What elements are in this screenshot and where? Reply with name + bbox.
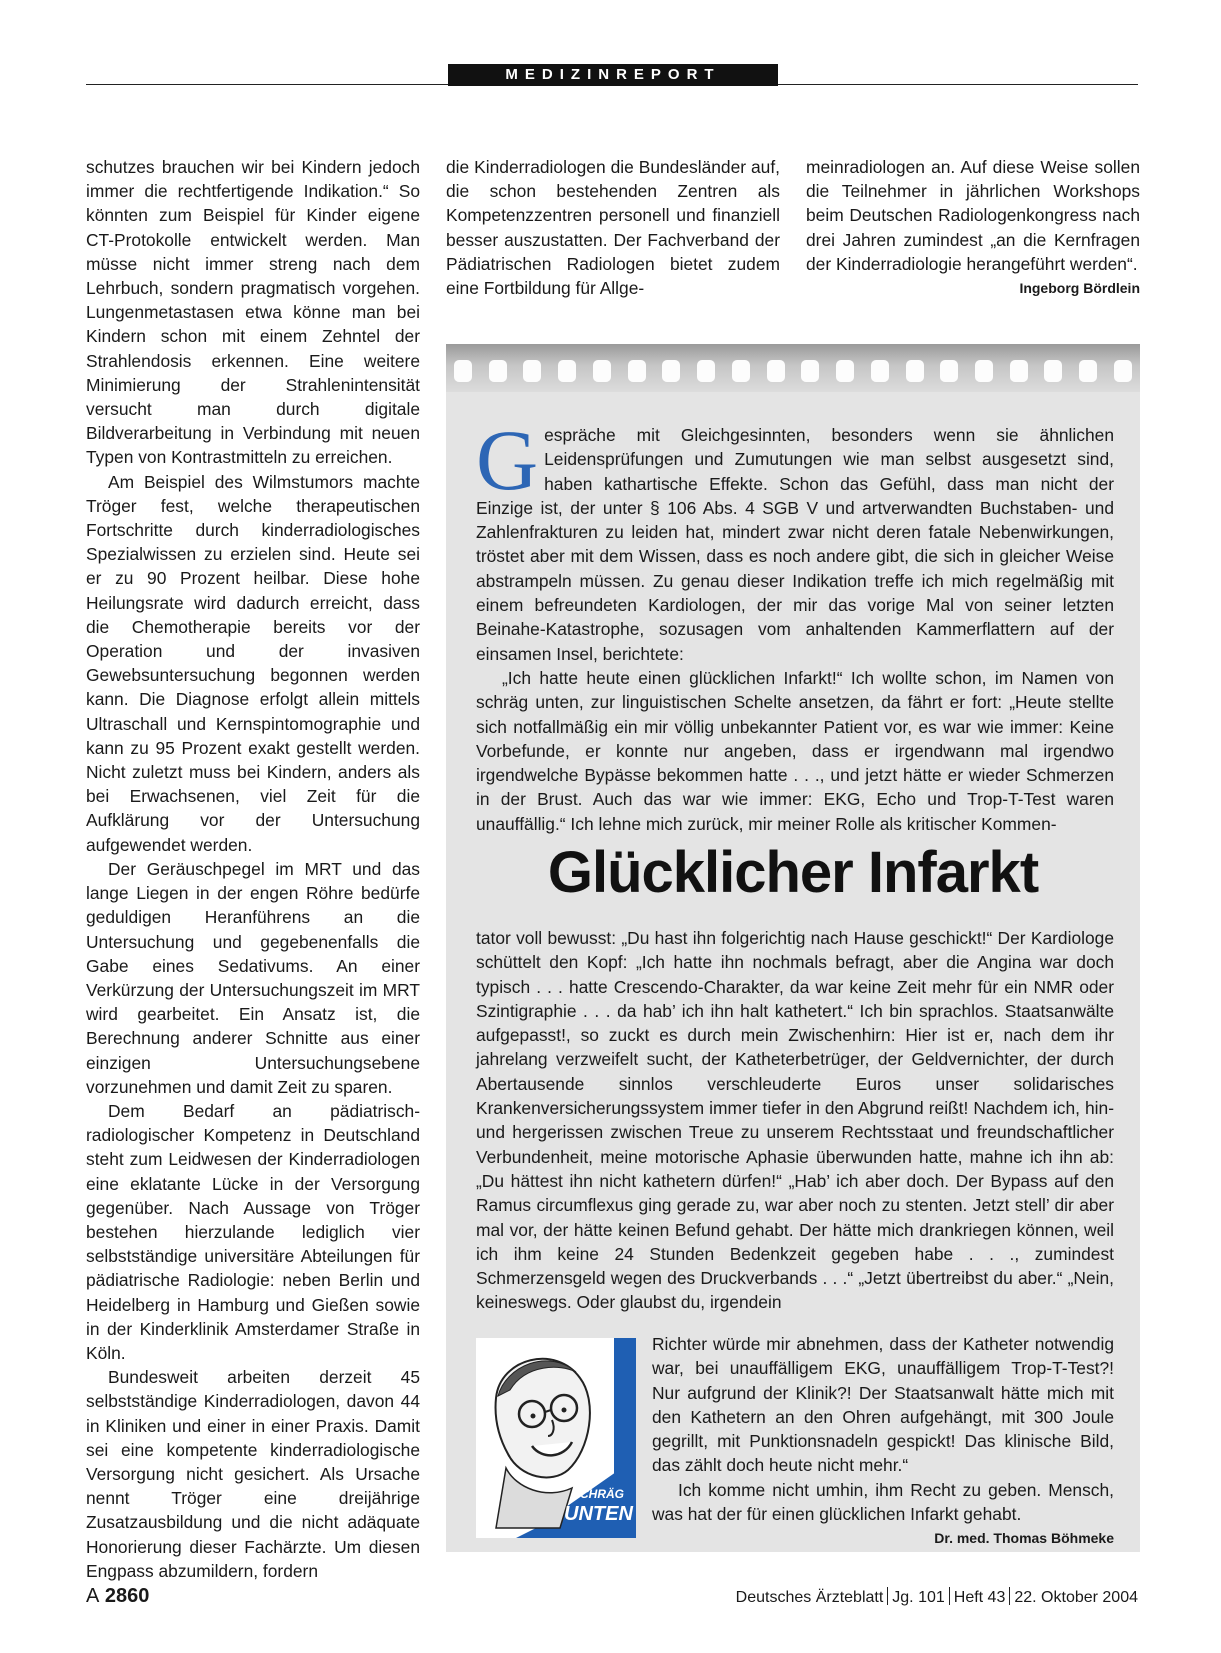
publication-issue: Heft 43 [953,1589,1006,1606]
left-paragraph: Bundesweit arbeiten derzeit 45 selbstständige Kinderradiologen, davon 44 in Kliniken und einer in einer Praxis. Damit sei eine kompetente kinderradiologische Versorgung nicht gesichert. Als Ursache nennt Tröger eine dreijährige Zusatzausbildung und die nicht adäquate Honorierung dieser Fachärzte. Um diesen Engpass abzumildern, fordern [86,1367,420,1581]
right-paragraph [806,155,1140,297]
publication-name: Deutsches Ärzteblatt [735,1589,884,1606]
middle-column [446,155,780,300]
box-closing-text: Ich komme nicht umhin, ihm Recht zu geben. Mensch, was hat der für einen glücklichen Infarkt gehabt. [652,1479,1114,1525]
column-headline: Glücklicher Infarkt [547,840,1039,905]
caricature-label-1: SCHRÄG [572,1487,625,1501]
publication-date: 22. Oktober 2004 [1014,1589,1138,1606]
page-number [86,1585,149,1608]
box-paragraph: Richter würde mir abnehmen, dass der Katheter notwendig war, bei unauffälligem EKG, unauffälligem Trop-T-Test?! Nur aufgrund der Klinik?! Der Staatsanwalt hätte mich mit den Kathetern an den Ohren aufgehängt, mit 300 Joule gegrillt, mit Punktionsnadeln gespickt! Das klinische Bild, das zählt doch heute nicht mehr.“ [652,1334,1114,1476]
left-column [86,155,420,1583]
box-continuation-2 [652,1332,1114,1551]
right-paragraph-text: meinradiologen an. Auf diese Weise sollen die Teilnehmer in jährlichen Workshops beim Deutschen Radiologenkongress nach drei Jahren zumindest „an die Kernfragen der Kinderradiologie herangeführt werden“. [806,157,1140,274]
box-paragraph: tator voll bewusst: „Du hast ihn folgerichtig nach Hause geschickt!“ Der Kardiologe schüttelt den Kopf: „Ich hatte ihn nochmals befragt, aber die Angina war doch typisch . . . hatte Crescendo-Charakter, da war keine Zeit mehr für ein NMR oder Szintigraphie . . . da hab’ ich ihn halt kathetert.“ Ich bin sprachlos. Staatsanwälte aufgepasst!, so zuckt es durch mein Zwischenhirn: Hier ist er, nach dem ihr jahrelang verzweifelt sucht, der Katheterbetrüger, der Geldvernichter, der durch Abertausende sinnlos verschleuderte Euros unser solidarisches Krankenversicherungssystem immer tiefer in den Abgrund reißt! Nachdem ich, hin- und hergerissen zwischen Treue zu unserem Rechtsstaat und freundschaftlicher Verbundenheit, meine motorische Aphasie überwunden hatte, mahne ich ihn ab: „Du hättest ihn nicht kathetern dürfen!“ „Hab’ ich aber doch. Der Bypass auf den Ramus circumflexus ging gerade zu, war aber noch zu stenten. Jetzt stell’ dir aber mal vor, der hätte keinen Befund gehabt. Der hätte mich drankriegen können, weil ich ihm keine 24 Stunden Bedenkzeit gegeben habe . . ., zumindest Schmerzensgeld wegen des Druckverbands . . .“ „Jetzt übertreibst du aber.“ „Nein, keineswegs. Oder glaubst du, irgendein [476,928,1114,1313]
box-paragraph: „Ich hatte heute einen glücklichen Infarkt!“ Ich wollte schon, im Namen von schräg unten, zur linguistischen Schelte ansetzen, da fährt er fort: „Heute stellte sich notfallmäßig ein mir völlig unbekannter Patient vor, es war wie immer: Keine Vorbefunde, er konnte nur angeben, dass er irgendwann mal irgendwo irgendwelche Bypässe bekommen hatte . . ., und jetzt hätte er wieder Schmerzen in der Brust. Auch das war wie immer: EKG, Echo und Trop-T-Test waren unauffällig.“ Ich lehne mich zurück, mir meiner Rolle als kritischer Kommen- [476,667,1114,834]
column-signature: Dr. med. Thomas Böhmeke [934,1530,1114,1547]
dropcap: G [476,412,539,508]
left-paragraph: Am Beispiel des Wilmstumors machte Tröger fest, welche therapeutischen Fortschritte durch kinderradiologisches Spezialwissen zu erzielen sind. Heute sei er zu 90 Prozent heilbar. Diese hohe Heilungsrate wird dadurch erreicht, dass die Chemotherapie bereits vor der Operation und der invasiven Gewebsuntersuchung begonnen werden kann. Die Diagnose erfolgt allein mittels Ultraschall und Kernspintomographie und kann zu 95 Prozent exakt gestellt werden. Nicht zuletzt muss bei Kindern, anders als bei Erwachsenen, viel Zeit für die Aufklärung vor der Untersuchung aufgewendet werden. [86,471,420,855]
section-label: MEDIZINREPORT [448,64,778,86]
publication-info [736,1587,1138,1607]
publication-volume: Jg. 101 [892,1589,945,1606]
page-number-value: 2860 [104,1585,150,1607]
box-intro-text: espräche mit Gleichgesinnten, besonders wenn sie ähnlichen Leidensprüfungen und Zumutungen wie man selbst ausgesetzt sind, haben kathartische Effekte. Schon das Gefühl, dass man nicht der Einzige ist, der unter § 106 Abs. 4 SGB V und artverwandten Buchstaben- und Zahlenfrakturen zu leiden hat, mindert zwar nicht deren fatale Nebenwirkungen, tröstet aber mit dem Wissen, dass es noch andere gibt, die sich in gleicher Weise abstrampeln müssen. Zu genau dieser Indikation treffe ich mich regelmäßig mit einem befreundeten Kardiologen, der mir das vorige Mal von seiner letzten Beinahe-Katastrophe, sozusagen vom anhaltenden Kammerflattern auf der einsamen Insel, berichtete: [476,425,1114,664]
caricature-image [476,1338,636,1538]
left-paragraph: Dem Bedarf an pädiatrisch-radiologischer Kompetenz in Deutschland steht zum Leidwesen der Kinderradiologen eine eklatante Lücke in der Versorgung gegenüber. Nach Aussage von Tröger bestehen hierzulande lediglich vier selbstständige universitäre Abteilungen für pädiatrische Radiologie: neben Berlin und Heidelberg in Hamburg und Gießen sowie in der Kinderklinik Amsterdamer Straße in Köln. [86,1100,420,1363]
box-paragraph [476,412,1114,666]
article-author: Ingeborg Bördlein [1019,280,1140,297]
left-paragraph: schutzes brauchen wir bei Kindern jedoch immer die rechtfertigende Indikation.“ So könnten zum Beispiel für Kinder eigene CT-Protokolle entwickelt werden. Man müsse nicht immer streng nach dem Lehrbuch, sondern pragmatisch vorgehen. Lungenmetastasen etwa könne man bei Kindern schon mit einem Zehntel der Strahlendosis erkennen. Eine weitere Minimierung der Strahlenintensität versucht man durch digitale Bildverarbeitung in Verbindung mit neuen Typen von Kontrastmitteln zu erreichen. [86,157,420,468]
middle-paragraph: die Kinderradiologen die Bundesländer auf, die schon bestehenden Zentren als Kompetenzzentren personell und finanziell besser auszustatten. Der Fachverband der Pädiatrischen Radiologen bietet zudem eine Fortbildung für Allge- [446,157,780,299]
page-prefix: A [86,1585,100,1607]
box-paragraph [652,1478,1114,1547]
left-paragraph: Der Geräuschpegel im MRT und das lange Liegen in der engen Röhre bedürfe geduldigen Heranführens an die Untersuchung und gegebenenfalls die Gabe eines Sedativums. An einer Verkürzung der Untersuchungszeit im MRT wird gearbeitet. Ein Ansatz ist, die Berechnung anderer Schnitte aus einer einzigen Untersuchungsebene vorzunehmen und damit Zeit zu sparen. [86,858,420,1097]
filmstrip-banner [446,344,1140,392]
right-column [806,155,1140,300]
filmstrip-holes [454,360,1132,382]
caricature-illustration [476,1338,636,1538]
caricature-label-small: VON [580,1479,596,1486]
column-box [446,344,1140,1552]
caricature-label-2: UNTEN [564,1503,633,1525]
box-continuation [476,926,1114,1315]
box-intro [476,412,1114,836]
